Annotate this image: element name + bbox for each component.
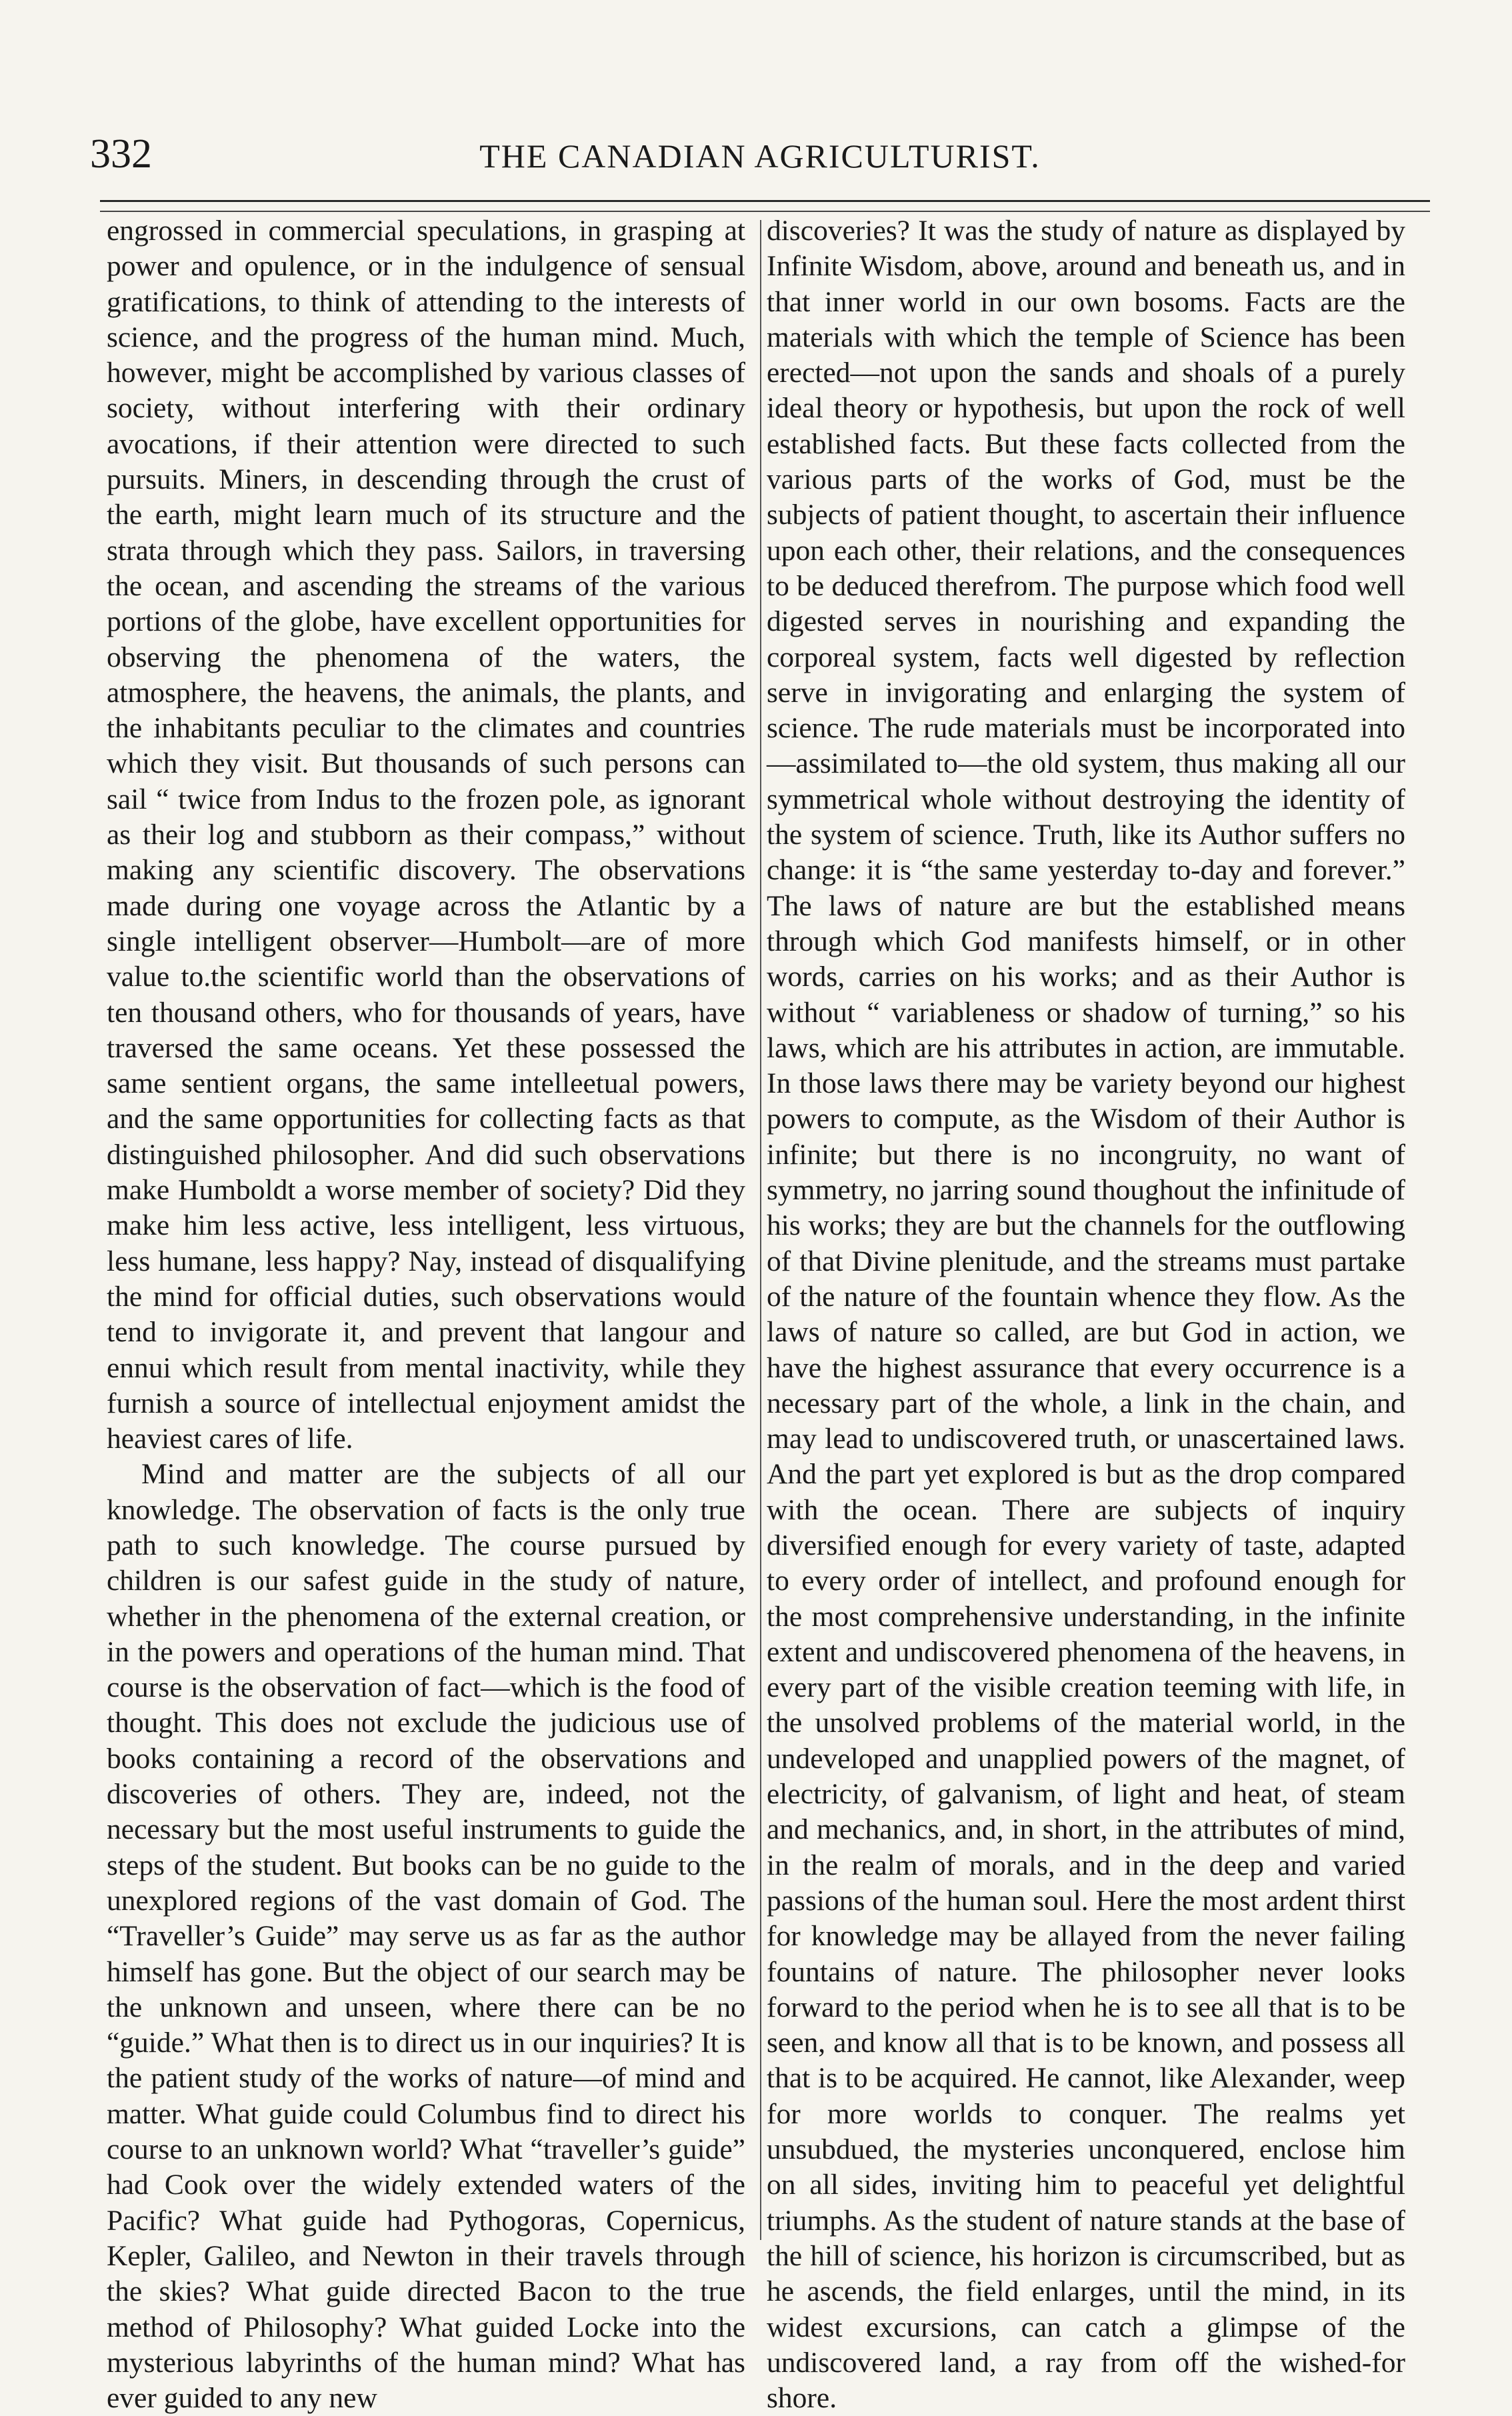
right-column [767,213,1405,2415]
left-paragraph-1: engrossed in commercial speculations, in grasping at power and opulence, or in the indulgence of sensual gratifications, to think of attending to the interests of science, and the progress of the human mind. Much, however, might be accomplished by various classes of society, without interfering with their ordinary avocations, if their attention were directed to such pursuits. Miners, in descending through the crust of the earth, might learn much of its structure and the strata through which they pass. Sailors, in traversing the ocean, and ascending the streams of the various portions of the globe, have excellent opportunities for observing the phenomena of the waters, the atmosphere, the heavens, the animals, the plants, and the inhabitants peculiar to the climates and countries which they visit. But thousands of such persons can sail “ twice from Indus to the frozen pole, as ignorant as their log and stubborn as their compass,” without making any scientific discovery. The observations made during one voyage across the Atlantic by a single intelligent observer—Humbolt—are of more value to.the scientific world than the observations of ten thousand others, who for thousands of years, have traversed the same oceans. Yet these possessed the same sentient organs, the same intelleetual powers, and the same opportunities for collecting facts as that distinguished philosopher. And did such observations make Humboldt a worse member of society? Did they make him less active, less intelligent, less virtuous, less humane, less happy? Nay, instead of disqualifying the mind for official duties, such observations would tend to invigorate it, and prevent that langour and ennui which result from mental inactivity, while they furnish a source of intellectual enjoyment amidst the heaviest cares of life. [107,215,745,1455]
header-rule-thin [100,211,1430,212]
page-number: 332 [90,131,152,177]
header-rule [100,200,1430,202]
left-column [107,213,745,2415]
running-title: THE CANADIAN AGRICULTURIST. [479,137,1041,175]
right-paragraph-1: discoveries? It was the study of nature as displayed by Infinite Wisdom, above, around and beneath us, and in that inner world in our own bosoms. Facts are the materials with which the temple of Science has been erected—not upon the sands and shoals of a purely ideal theory or hypothesis, but upon the rock of well established facts. But these facts collected from the various parts of the works of God, must be the subjects of patient thought, to ascertain their influence upon each other, their relations, and the consequences to be deduced therefrom. The purpose which food well digested serves in nourishing and expanding the corporeal system, facts well digested by reflection serve in invigorating and enlarging the system of science. The rude materials must be incorporated into—assimilated to—the old system, thus making all our symmetrical whole without destroying the identity of the system of science. Truth, like its Author suffers no change: it is “the same yesterday to-day and forever.” The laws of nature are but the established means through which God manifests himself, or in other words, carries on his works; and as their Author is without “ variableness or shadow of turning,” so his laws, which are his attributes in action, are immutable. In those laws there may be variety beyond our highest powers to compute, as the Wisdom of their Author is infinite; but there is no incongruity, no want of symmetry, no jarring sound thoughout the infinitude of his works; they are but the channels for the outflowing of that Divine plenitude, and the streams must partake of the nature of the fountain whence they flow. As the laws of nature so called, are but God in action, we have the highest assurance that every occurrence is a necessary part of the whole, a link in the chain, and may lead to undiscovered truth, or unascertained laws. And the part yet explored is but as the drop compared with the ocean. There are subjects of inquiry diversified enough for every variety of taste, adapted to every order of intellect, and profound enough for the most comprehensive understanding, in the infinite extent and undiscovered phenomena of the heavens, in every part of the visible creation teeming with life, in the unsolved problems of the material world, in the undeveloped and unapplied powers of the magnet, of electricity, of galvanism, of light and heat, of steam and mechanics, and, in short, in the attributes of mind, in the realm of morals, and in the deep and varied passions of the human soul. Here the most ardent thirst for knowledge may be allayed from the never failing fountains of nature. The philosopher never looks forward to the period when he is to see all that is to be seen, and know all that is to be known, and possess all that is to be acquired. He cannot, like Alexander, weep for more worlds to conquer. The realms yet unsubdued, the mysteries unconquered, enclose him on all sides, inviting him to peaceful yet delightful triumphs. As the student of nature stands at the base of the hill of science, his horizon is circumscribed, but as he ascends, the field enlarges, until the mind, in its widest excursions, can catch a glimpse of the undiscovered land, a ray from off the wished-for shore. [767,215,1405,2415]
left-paragraph-2: Mind and matter are the subjects of all our knowledge. The observation of facts is the only true path to such knowledge. The course pursued by children is our safest guide in the study of nature, whether in the phenomena of the external creation, or in the powers and operations of the human mind. That course is the observation of fact—which is the food of thought. This does not exclude the judicious use of books containing a record of the observations and discoveries of others. They are, indeed, not the necessary but the most useful instruments to guide the steps of the student. But books can be no guide to the unexplored regions of the vast domain of God. The “Traveller’s Guide” may serve us as far as the author himself has gone. But the object of our search may be the unknown and unseen, where there can be no “guide.” What then is to direct us in our inquiries? It is the patient study of the works of nature—of mind and matter. What guide could Columbus find to direct his course to an unknown world? What “traveller’s guide” had Cook over the widely extended waters of the Pacific? What guide had Pythogoras, Copernicus, Kepler, Galileo, and Newton in their travels through the skies? What guide directed Bacon to the true method of Philosophy? What guided Locke into the mysterious labyrinths of the human mind? What has ever guided to any new [107,1458,745,2415]
page-header [90,131,1430,177]
column-divider [760,220,761,2240]
